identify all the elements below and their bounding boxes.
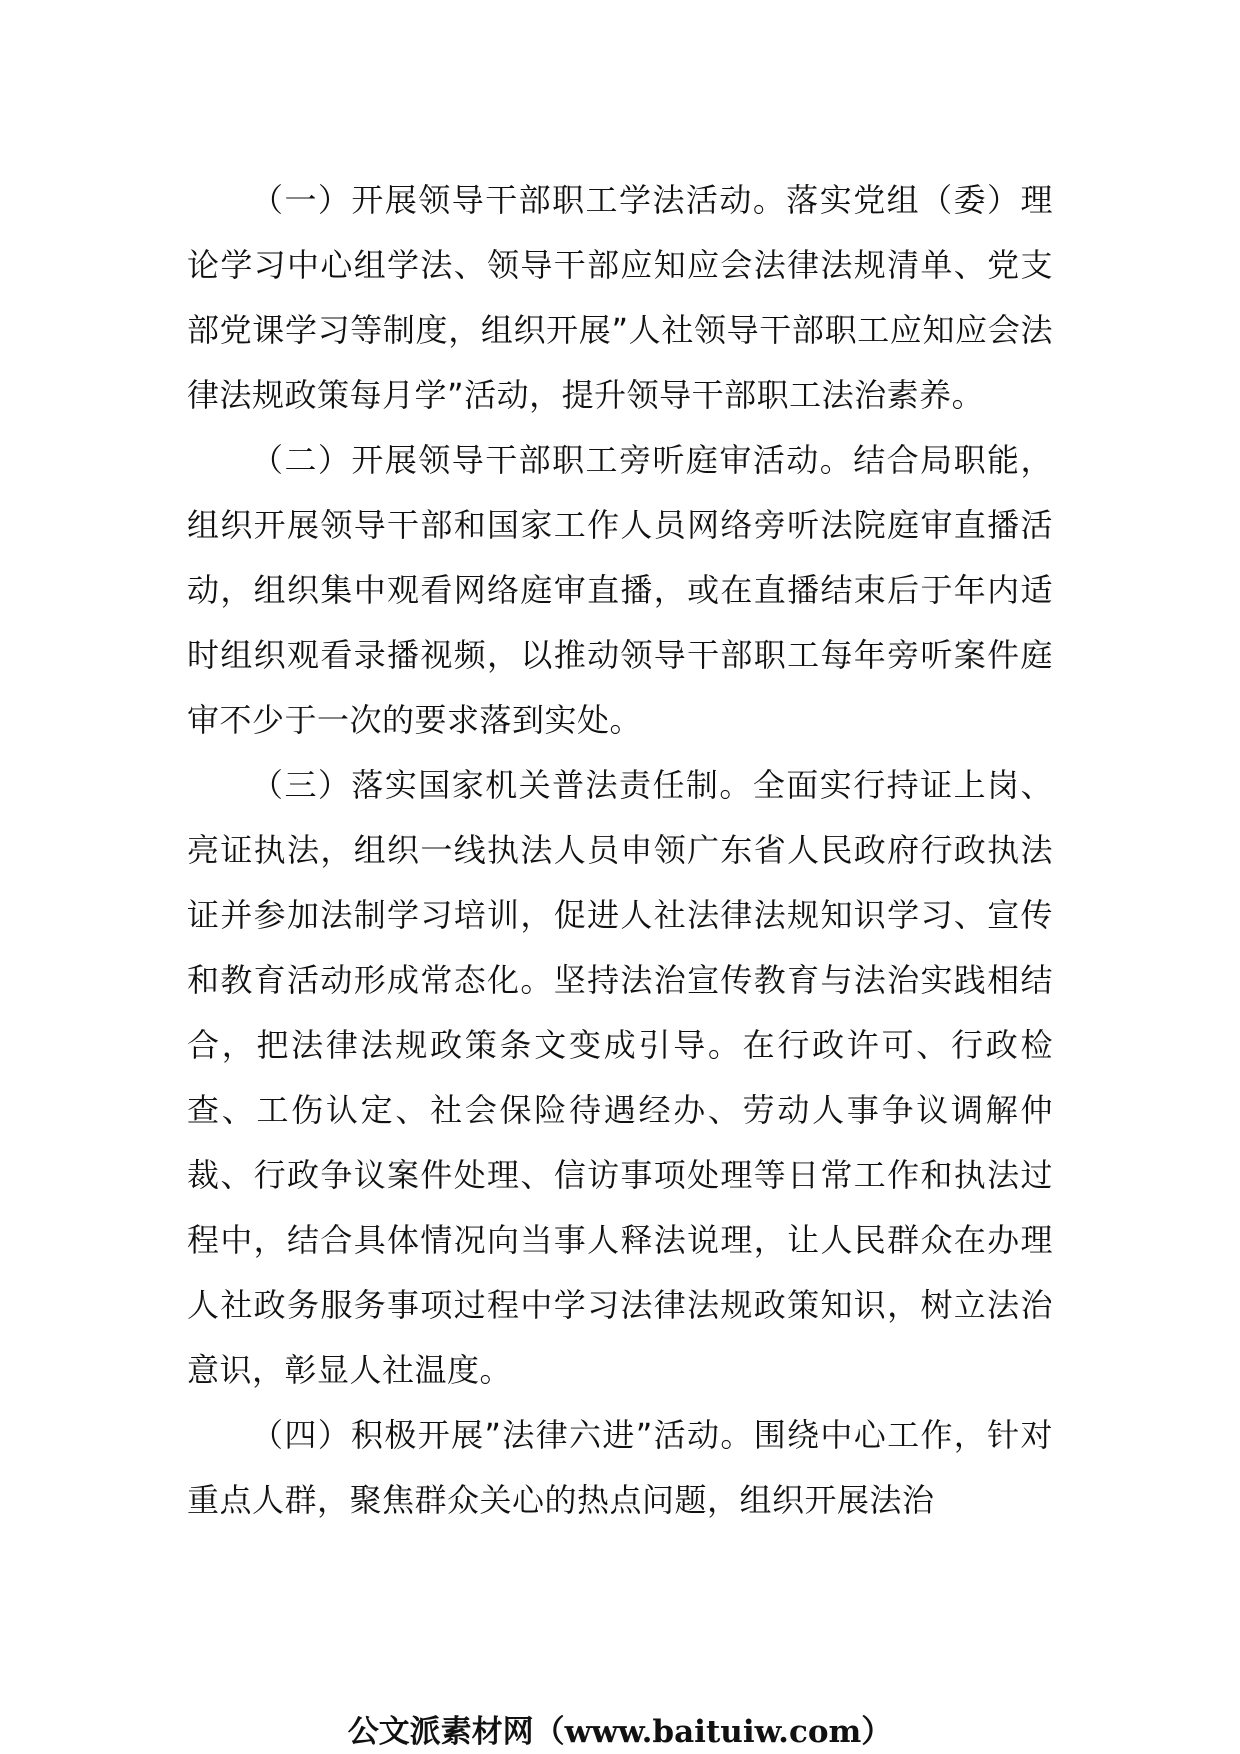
footer-watermark: 公文派素材网（www.baituiw.com） bbox=[347, 1714, 893, 1750]
paragraph-leading-cadres-study: （一）开展领导干部职工学法活动。落实党组（委）理论学习中心组学法、领导干部应知应会法律法规清单、党支部党课学习等制度，组织开展”人社领导干部职工应知应会法律法规政策每月学”活动，提升领导干部职工法治素养。 bbox=[187, 181, 1053, 414]
document-body bbox=[187, 168, 1053, 1533]
paragraph-legal-education-responsibility: （三）落实国家机关普法责任制。全面实行持证上岗、亮证执法，组织一线执法人员申领广东省人民政府行政执法证并参加法制学习培训，促进人社法律法规知识学习、宣传和教育活动形成常态化。坚持法治宣传教育与法治实践相结合，把法律法规政策条文变成引导。在行政许可、行政检查、工伤认定、社会保险待遇经办、劳动人事争议调解仲裁、行政争议案件处理、信访事项处理等日常工作和执法过程中，结合具体情况向当事人释法说理，让人民群众在办理人社政务服务事项过程中学习法律法规政策知识，树立法治意识，彰显人社温度。 bbox=[187, 766, 1053, 1389]
paragraph-court-hearing-attendance: （二）开展领导干部职工旁听庭审活动。结合局职能，组织开展领导干部和国家工作人员网络旁听法院庭审直播活动，组织集中观看网络庭审直播，或在直播结束后于年内适时组织观看录播视频，以推动领导干部职工每年旁听案件庭审不少于一次的要求落到实处。 bbox=[187, 441, 1053, 739]
paragraph-law-six-entries: （四）积极开展”法律六进”活动。围绕中心工作，针对重点人群，聚焦群众关心的热点问题，组织开展法治 bbox=[187, 1416, 1053, 1519]
